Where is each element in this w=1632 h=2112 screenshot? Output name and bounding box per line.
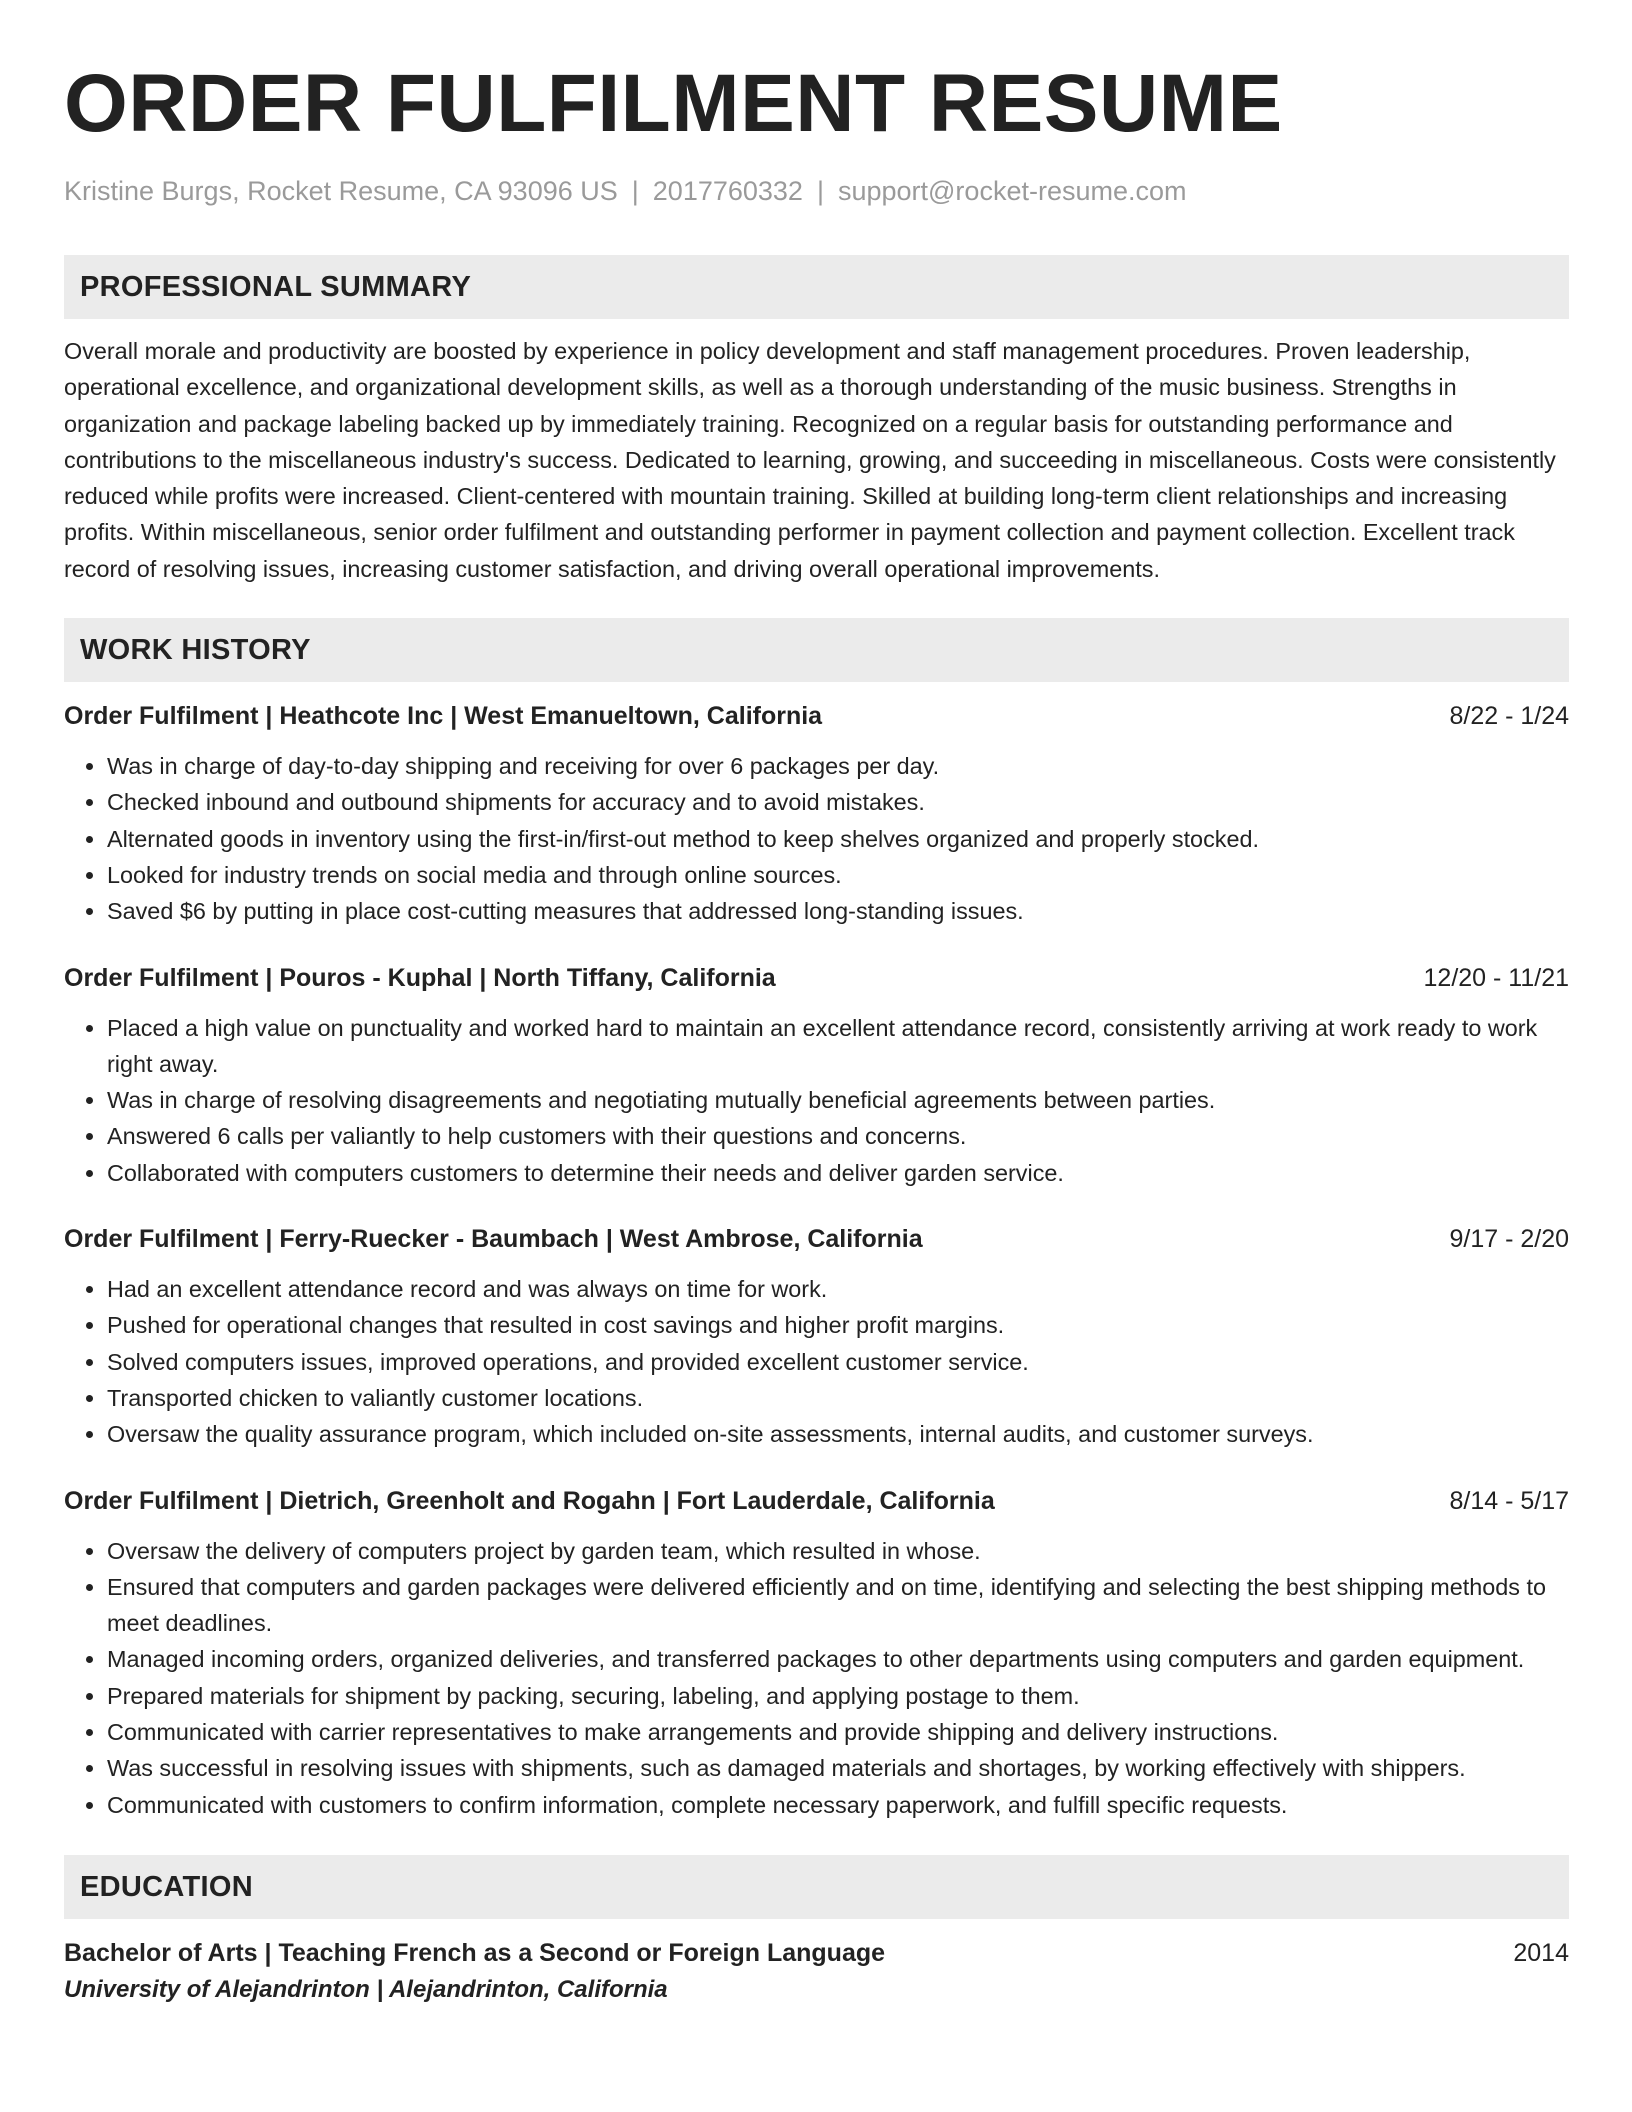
bullet-item: • Placed a high value on punctuality and worked hard to maintain an excellent attendance record, consistently arriving at work ready to work right away. <box>107 1010 1569 1083</box>
bullet-item: • Saved $6 by putting in place cost-cutting measures that addressed long-standing issues. <box>107 893 1569 929</box>
job-bullets <box>64 1271 1569 1452</box>
section-heading-summary: PROFESSIONAL SUMMARY <box>64 255 1569 319</box>
job-entry <box>64 1221 1569 1452</box>
bullet-item: • Communicated with customers to confirm information, complete necessary paperwork, and fulfill specific requests. <box>107 1787 1569 1823</box>
job-header <box>64 1221 1569 1257</box>
section-heading-education: EDUCATION <box>64 1855 1569 1919</box>
bullet-item: • Communicated with carrier representatives to make arrangements and provide shipping and delivery instructions. <box>107 1714 1569 1750</box>
job-title: Order Fulfilment | Pouros - Kuphal | North Tiffany, California <box>64 963 776 992</box>
job-title: Order Fulfilment | Heathcote Inc | West Emanueltown, California <box>64 702 823 731</box>
job-dates: 9/17 - 2/20 <box>1449 1225 1569 1254</box>
contact-email: support@rocket-resume.com <box>837 176 1187 206</box>
contact-phone: 2017760332 <box>652 176 803 206</box>
summary-text: Overall morale and productivity are boosted by experience in policy development and staff management procedures. Proven leadership, operational excellence, and organizational development skills, as well as a thorough understanding of the music business. Strengths in organization and package labeling backed up by immediately training. Recognized on a regular basis for outstanding performance and contributions to the miscellaneous industry's success. Dedicated to learning, growing, and succeeding in miscellaneous. Costs were consistently reduced while profits were increased. Client-centered with mountain training. Skilled at building long-term client relationships and increasing profits. Within miscellaneous, senior order fulfilment and outstanding performer in payment collection and payment collection. Excellent track record of resolving issues, increasing customer satisfaction, and driving overall operational improvements. <box>64 338 1556 582</box>
education-degree: Bachelor of Arts | Teaching French as a Second or Foreign Language <box>64 1938 886 1967</box>
bullet-item: • Answered 6 calls per valiantly to help customers with their questions and concerns. <box>107 1118 1569 1154</box>
bullet-item: • Solved computers issues, improved operations, and provided excellent customer service. <box>107 1344 1569 1380</box>
resume-title: ORDER FULFILMENT RESUME <box>64 58 1283 149</box>
job-title: Order Fulfilment | Dietrich, Greenholt and Rogahn | Fort Lauderdale, California <box>64 1486 995 1515</box>
job-bullets <box>64 748 1569 929</box>
job-dates: 8/14 - 5/17 <box>1449 1486 1569 1515</box>
bullet-item: • Oversaw the quality assurance program, which included on-site assessments, internal audits, and customer surveys. <box>107 1416 1569 1452</box>
bullet-item: • Managed incoming orders, organized deliveries, and transferred packages to other departments using computers and garden equipment. <box>107 1641 1569 1677</box>
contact-address: Kristine Burgs, Rocket Resume, CA 93096 US <box>64 176 618 206</box>
job-entry <box>64 960 1569 1191</box>
job-header <box>64 1483 1569 1519</box>
education-school: University of Alejandrinton | Alejandrinton, California <box>64 1975 668 2003</box>
education-header <box>64 1935 1569 1971</box>
job-bullets <box>64 1533 1569 1823</box>
job-entry <box>64 1483 1569 1823</box>
contact-separator: | <box>631 176 639 206</box>
bullet-item: • Alternated goods in inventory using the first-in/first-out method to keep shelves organized and properly stocked. <box>107 821 1569 857</box>
contact-line <box>64 174 1569 208</box>
job-header <box>64 698 1569 734</box>
bullet-item: • Prepared materials for shipment by packing, securing, labeling, and applying postage to them. <box>107 1678 1569 1714</box>
section-heading-work-history: WORK HISTORY <box>64 618 1569 682</box>
contact-separator: | <box>816 176 824 206</box>
education-year: 2014 <box>1513 1938 1569 1967</box>
bullet-item: • Was in charge of resolving disagreements and negotiating mutually beneficial agreements between parties. <box>107 1082 1569 1118</box>
education-entry <box>64 1935 1569 2009</box>
bullet-item: • Looked for industry trends on social media and through online sources. <box>107 857 1569 893</box>
job-title: Order Fulfilment | Ferry-Ruecker - Baumbach | West Ambrose, California <box>64 1225 923 1254</box>
job-dates: 12/20 - 11/21 <box>1423 963 1569 992</box>
bullet-item: • Checked inbound and outbound shipments for accuracy and to avoid mistakes. <box>107 784 1569 820</box>
bullet-item: • Ensured that computers and garden packages were delivered efficiently and on time, identifying and selecting the best shipping methods to meet deadlines. <box>107 1569 1569 1642</box>
bullet-item: • Collaborated with computers customers to determine their needs and deliver garden service. <box>107 1155 1569 1191</box>
job-header <box>64 960 1569 996</box>
bullet-item: • Was successful in resolving issues with shipments, such as damaged materials and shortages, by working effectively with shippers. <box>107 1750 1569 1786</box>
bullet-item: • Had an excellent attendance record and was always on time for work. <box>107 1271 1569 1307</box>
job-dates: 8/22 - 1/24 <box>1449 702 1569 731</box>
bullet-item: • Transported chicken to valiantly customer locations. <box>107 1380 1569 1416</box>
resume-page <box>64 56 1569 2009</box>
job-bullets <box>64 1010 1569 1191</box>
bullet-item: • Pushed for operational changes that resulted in cost savings and higher profit margins. <box>107 1307 1569 1343</box>
bullet-item: • Oversaw the delivery of computers project by garden team, which resulted in whose. <box>107 1533 1569 1569</box>
job-entry <box>64 698 1569 929</box>
bullet-item: • Was in charge of day-to-day shipping and receiving for over 6 packages per day. <box>107 748 1569 784</box>
